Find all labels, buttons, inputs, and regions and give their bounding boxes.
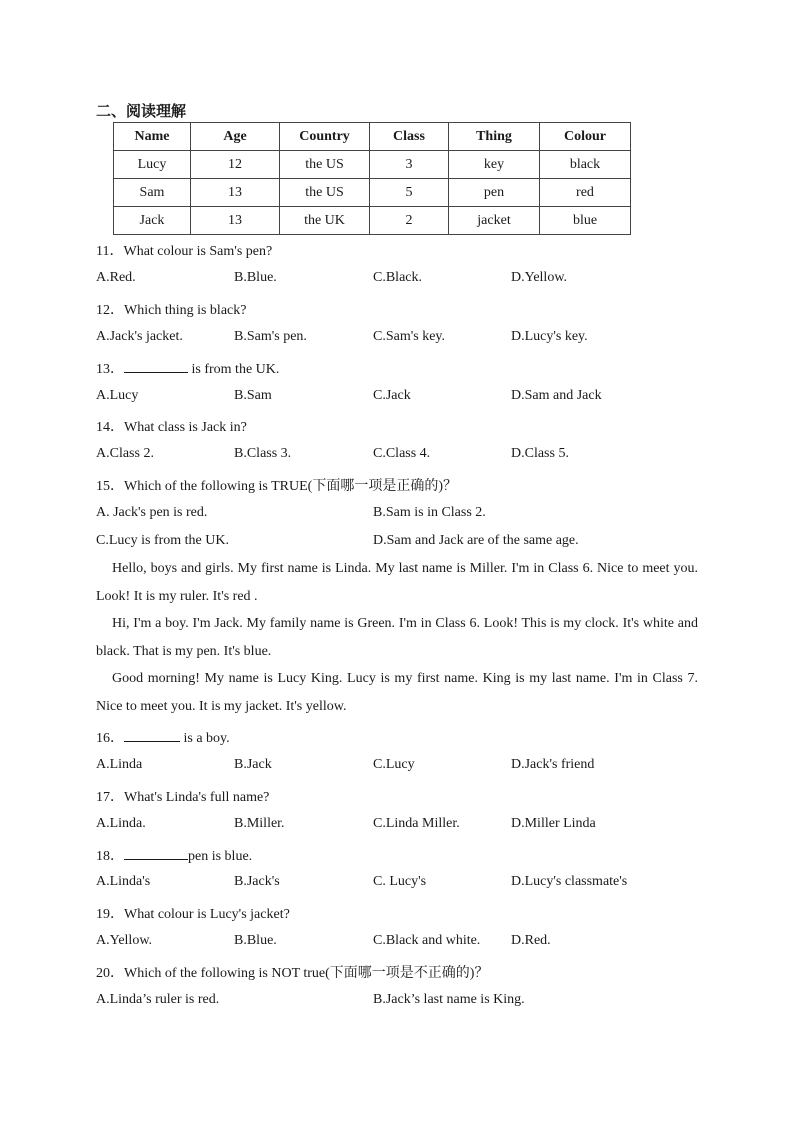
option-c[interactable]: C.Sam's key. <box>373 329 446 344</box>
option-b[interactable]: B.Class 3. <box>234 446 292 461</box>
option-a[interactable]: A.Red. <box>96 270 136 285</box>
table-cell: Lucy <box>114 151 191 179</box>
option-a[interactable]: A.Class 2. <box>96 446 154 461</box>
question-18 <box>96 845 252 865</box>
table-cell: the US <box>280 179 370 207</box>
question-11: 11．What colour is Sam's pen? <box>96 244 273 259</box>
option-c[interactable]: C.Lucy <box>373 757 415 772</box>
answer-blank[interactable] <box>124 847 188 860</box>
option-b[interactable]: B.Jack <box>234 757 272 772</box>
option-b[interactable]: B.Blue. <box>234 270 277 285</box>
option-d[interactable]: D.Yellow. <box>511 270 568 285</box>
question-13 <box>96 358 279 378</box>
option-a[interactable]: A.Yellow. <box>96 933 153 948</box>
option-d[interactable]: D.Sam and Jack <box>511 388 602 403</box>
option-a[interactable]: A. Jack's pen is red. <box>96 505 208 520</box>
table-row <box>114 179 631 207</box>
passage-paragraph: Good morning! My name is Lucy King. Lucy is my first name. King is my last name. I'm in Class 7. Nice to meet you. It is my jacket. It's yellow. <box>96 671 698 714</box>
question-15: 15．Which of the following is TRUE(下面哪一项是正确的)？ <box>96 479 457 494</box>
table-cell: red <box>540 179 631 207</box>
answer-blank[interactable] <box>124 729 180 742</box>
option-b[interactable]: B.Blue. <box>234 933 277 948</box>
table-row <box>114 151 631 179</box>
question-19: 19．What colour is Lucy's jacket? <box>96 907 290 922</box>
option-d[interactable]: D.Sam and Jack are of the same age. <box>373 533 579 548</box>
option-c[interactable]: C.Black and white. <box>373 933 481 948</box>
table-header: Name <box>114 123 191 151</box>
table-header: Class <box>370 123 449 151</box>
option-c[interactable]: C. Lucy's <box>373 874 427 889</box>
table-header: Country <box>280 123 370 151</box>
table-cell: Jack <box>114 207 191 235</box>
question-16 <box>96 727 230 747</box>
question-17: 17．What's Linda's full name? <box>96 790 270 805</box>
table-cell: 3 <box>370 151 449 179</box>
table-cell: jacket <box>449 207 540 235</box>
question-12: 12．Which thing is black? <box>96 303 247 318</box>
table-cell: 13 <box>191 207 280 235</box>
option-a[interactable]: A.Lucy <box>96 388 139 403</box>
info-table <box>113 122 631 235</box>
option-d[interactable]: D.Class 5. <box>511 446 569 461</box>
table-cell: Sam <box>114 179 191 207</box>
table-row <box>114 207 631 235</box>
question-number: 18． <box>96 849 124 864</box>
passage-paragraph: Hello, boys and girls. My first name is Linda. My last name is Miller. I'm in Class 6. Nice to meet you. Look! It is my ruler. It's red . <box>96 561 698 604</box>
option-a[interactable]: A.Linda. <box>96 816 146 831</box>
question-20: 20．Which of the following is NOT true(下面哪一项是不正确的)？ <box>96 966 489 981</box>
option-c[interactable]: C.Black. <box>373 270 422 285</box>
option-b[interactable]: B.Jack’s last name is King. <box>373 992 525 1007</box>
table-header: Age <box>191 123 280 151</box>
answer-blank[interactable] <box>124 360 188 373</box>
option-a[interactable]: A.Linda's <box>96 874 151 889</box>
table-cell: the UK <box>280 207 370 235</box>
option-b[interactable]: B.Sam is in Class 2. <box>373 505 486 520</box>
option-d[interactable]: D.Lucy's classmate's <box>511 874 628 889</box>
table-cell: 2 <box>370 207 449 235</box>
option-b[interactable]: B.Sam <box>234 388 272 403</box>
option-d[interactable]: D.Lucy's key. <box>511 329 588 344</box>
question-text: is from the UK. <box>188 362 280 377</box>
table-cell: 13 <box>191 179 280 207</box>
table-header: Colour <box>540 123 631 151</box>
table-cell: black <box>540 151 631 179</box>
option-c[interactable]: C.Jack <box>373 388 411 403</box>
table-cell: blue <box>540 207 631 235</box>
option-a[interactable]: A.Jack's jacket. <box>96 329 183 344</box>
option-d[interactable]: D.Red. <box>511 933 551 948</box>
option-c[interactable]: C.Class 4. <box>373 446 431 461</box>
option-b[interactable]: B.Miller. <box>234 816 285 831</box>
option-a[interactable]: A.Linda <box>96 757 143 772</box>
section-title: 二、阅读理解 <box>96 102 187 120</box>
option-c[interactable]: C.Lucy is from the UK. <box>96 533 229 548</box>
option-b[interactable]: B.Sam's pen. <box>234 329 307 344</box>
option-a[interactable]: A.Linda’s ruler is red. <box>96 992 220 1007</box>
table-cell: key <box>449 151 540 179</box>
question-14: 14．What class is Jack in? <box>96 420 247 435</box>
option-d[interactable]: D.Jack's friend <box>511 757 595 772</box>
question-text: pen is blue. <box>188 849 253 864</box>
option-b[interactable]: B.Jack's <box>234 874 280 889</box>
table-cell: pen <box>449 179 540 207</box>
table-cell: 12 <box>191 151 280 179</box>
table-cell: 5 <box>370 179 449 207</box>
table-header: Thing <box>449 123 540 151</box>
question-number: 16． <box>96 731 124 746</box>
table-header-row <box>114 123 631 151</box>
option-d[interactable]: D.Miller Linda <box>511 816 596 831</box>
question-text: is a boy. <box>180 731 230 746</box>
table-cell: the US <box>280 151 370 179</box>
passage-paragraph: Hi, I'm a boy. I'm Jack. My family name is Green. I'm in Class 6. Look! This is my clock. It's white and black. That is my pen. It's blue. <box>96 616 698 659</box>
option-c[interactable]: C.Linda Miller. <box>373 816 460 831</box>
question-number: 13． <box>96 362 124 377</box>
